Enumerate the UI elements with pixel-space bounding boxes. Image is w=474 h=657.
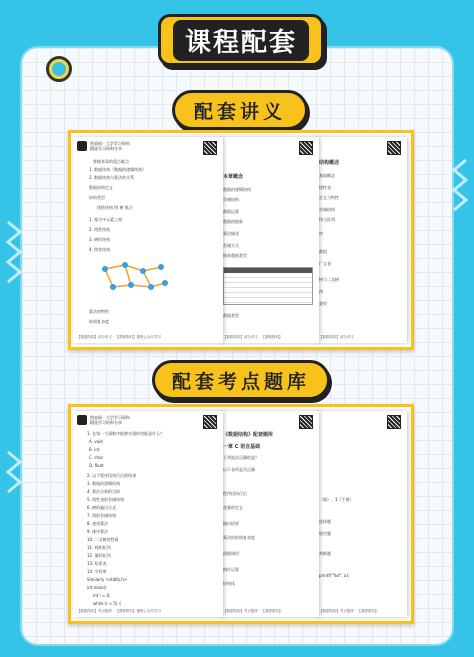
qr-code-icon (387, 141, 401, 155)
lecture-doc-middle (219, 137, 319, 343)
doc-line: 存储结构 (319, 207, 335, 212)
doc-line: 结构体 (223, 581, 235, 586)
doc-line: 2. 数据结构与算法的关系 (89, 175, 135, 180)
doc-line: 结构类型 (89, 195, 105, 200)
doc-line: 线性结构 图 树 集合 (97, 205, 133, 210)
doc-line: 串 (319, 231, 323, 236)
doc-line: 时间复杂度 (89, 319, 109, 324)
brand-name: 图表网 · 大学学习资料 (90, 141, 130, 146)
doc-line: C. char (89, 455, 104, 460)
doc-line: 定义与特性 (319, 195, 339, 200)
doc-line: 数组 (319, 249, 327, 254)
doc-line: 抽象数据类型 (223, 253, 247, 258)
qr-code-icon (203, 415, 217, 429)
exam-preview-panel (68, 404, 414, 624)
qr-code-icon (299, 415, 313, 429)
doc-line: 数据的逻辑结构 (223, 187, 251, 192)
doc-table-header (224, 268, 312, 273)
doc-line: 查找 (319, 301, 327, 306)
doc-line: 6. 树的遍历方式 (87, 505, 117, 510)
doc-line: 函数调用 (223, 551, 239, 556)
doc-line: 栈与队列 (319, 217, 335, 222)
doc-brand (77, 141, 130, 151)
doc-line: 输出结果 (223, 521, 239, 526)
doc-line: 指针运算 (223, 567, 239, 572)
doc-line: 4. 图状结构 (89, 247, 111, 252)
doc-line: 7. 图的存储结构 (87, 513, 117, 518)
doc-line: 数据的抽象 (223, 219, 243, 224)
doc-line: 数据类型 (223, 313, 239, 318)
doc-line: 4. 算法分析的目的 (87, 489, 121, 494)
lecture-doc-right (315, 137, 407, 343)
doc-line: 基础概念 (319, 173, 335, 178)
doc-line: 11. 栈和队列 (87, 545, 111, 550)
doc-line: 程序段执行后 (223, 491, 247, 496)
exam-doc-right (315, 411, 407, 617)
doc-line: 算法描述 (223, 231, 239, 236)
doc-line: 填空题 (319, 531, 331, 536)
brand-subtitle: 精选学习资料分享 (90, 146, 122, 151)
doc-line: int main() (87, 585, 107, 590)
doc-line: 1. 在第一个函数中能够实现的功能是什么？ (87, 431, 165, 436)
doc-line: 算法的特性 (89, 309, 109, 314)
doc-footer: 【数据结构】考点题库 · 【课程资料】 (319, 609, 379, 613)
brand-subtitle: 精选学习资料分享 (90, 420, 122, 425)
graph-diagram (95, 257, 175, 307)
qr-code-icon (299, 141, 313, 155)
page-title-badge (158, 14, 324, 66)
section-title-exam-bank (152, 360, 330, 400)
doc-line: 下列说法正确的是？ (223, 455, 259, 460)
section-title-lectures (172, 90, 308, 130)
doc-line: 2. 线性结构 (89, 227, 111, 232)
brand-logo-icon (77, 141, 87, 151)
doc-line: 数据结构定义 (89, 185, 113, 190)
doc-line: 掌握本章的重点难点 (93, 159, 129, 164)
doc-line: 判断题 (319, 551, 331, 556)
section-label: 配套考点题库 (171, 370, 310, 393)
doc-line: 存储结构 (223, 197, 239, 202)
doc-line: while (i < 5) { (93, 601, 122, 606)
doc-line: 3. 树形结构 (89, 237, 111, 242)
doc-line: 以下各项是否正确 (223, 467, 255, 472)
doc-line: D. float (89, 463, 104, 468)
exam-doc-left (73, 411, 223, 617)
doc-footer: 【数据结构】考点题库 · 【课程资料】课程公众号学习 (77, 609, 161, 613)
doc-line: B. int (89, 447, 100, 452)
doc-line: 9. 排序算法 (87, 529, 109, 534)
doc-table (223, 267, 313, 305)
lecture-preview-panel (68, 130, 414, 350)
doc-line: 数据运算 (223, 209, 239, 214)
doc-footer: 【数据结构】部分讲义 · 【课程资料】 (223, 335, 283, 339)
doc-brand (77, 415, 130, 425)
doc-line: 5. 线性表的存储结构 (87, 497, 125, 502)
doc-line: 14. 字符串 (87, 569, 107, 574)
doc-line: 选择题 (319, 519, 331, 524)
doc-line: 线性表 (319, 185, 331, 190)
exam-doc-middle (219, 411, 319, 617)
brand-logo-icon (77, 415, 87, 425)
doc-line: 2. 以下程序段执行后的结果 (87, 473, 137, 478)
qr-code-icon (203, 141, 217, 155)
doc-line: 1. 数据结构（数据的逻辑结构） (89, 167, 147, 172)
doc-line: （填）、1（不填） (319, 497, 354, 502)
doc-line: 存储方式 (223, 243, 239, 248)
doc-line: int i = 0; (93, 593, 111, 598)
doc-line: 本章概念 (223, 174, 244, 180)
doc-subtitle: 一章 C 语言基础 (223, 444, 261, 450)
doc-line: Similarly <stdlib.h> (87, 577, 128, 582)
doc-line: 树与二叉树 (319, 277, 339, 282)
doc-footer: 【数据结构】部分讲义 · 【课程资料】课程公众号学习 (77, 335, 161, 339)
doc-line: 3. 数据的逻辑结构 (87, 481, 121, 486)
brand-name: 图表网 · 大学学习资料 (90, 415, 130, 420)
doc-title: 《数据结构》配套题库 (223, 432, 274, 438)
qr-code-icon (387, 415, 401, 429)
doc-footer: 【数据结构】考点题库 · 【课程资料】 (223, 609, 283, 613)
doc-line: 广义表 (319, 261, 331, 266)
doc-line: 10. 二叉树的性质 (87, 537, 119, 542)
page-title: 课程配套 (173, 20, 309, 61)
lecture-doc-left (73, 137, 223, 343)
doc-line: 算法的时间复杂度 (223, 535, 255, 540)
doc-line: printf("%d", a); (319, 573, 350, 578)
doc-line: 12. 循环队列 (87, 553, 111, 558)
doc-line: 图 (319, 289, 323, 294)
doc-line: 13. 哈希表 (87, 561, 107, 566)
doc-line: 结构概述 (319, 160, 340, 166)
doc-line: 变量的定义 (223, 505, 243, 510)
doc-footer: 【数据结构】部分讲义 (319, 335, 354, 339)
section-label: 配套讲义 (193, 100, 286, 123)
doc-line: 8. 查找算法 (87, 521, 109, 526)
doc-line: A. void (89, 439, 103, 444)
doc-line: 1. 集合中元素之间 (89, 217, 123, 222)
decorative-dot-icon (46, 56, 72, 82)
